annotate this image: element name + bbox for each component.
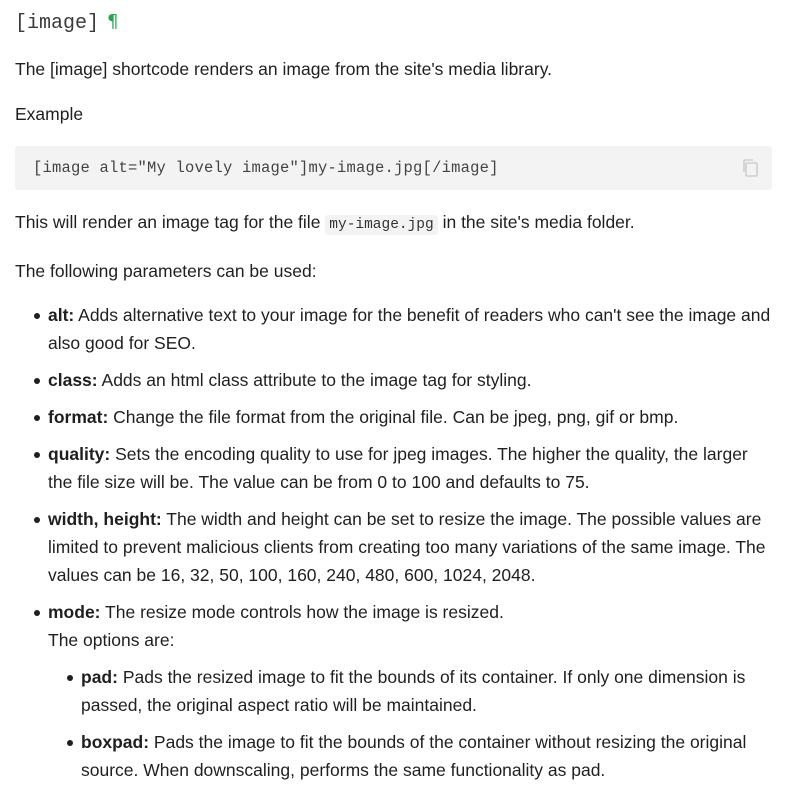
render-note-before: This will render an image tag for the file <box>15 212 326 232</box>
mode-name: boxpad: <box>81 732 150 752</box>
param-description: Adds an html class attribute to the image tag for styling. <box>97 370 532 390</box>
mode-options-list <box>48 663 772 784</box>
params-intro: The following parameters can be used: <box>15 261 317 281</box>
section-heading <box>15 0 772 40</box>
mode-name: pad: <box>81 667 118 687</box>
parameter-list <box>15 301 772 784</box>
param-name: width, height: <box>48 509 162 529</box>
param-width-height <box>48 505 772 589</box>
param-description: Adds alternative text to your image for the benefit of readers who can't see the image and also good for SEO. <box>48 305 771 353</box>
param-description: The resize mode controls how the image is resized. <box>100 602 504 622</box>
mode-pad <box>81 663 772 719</box>
code-example-text: [image alt="My lovely image"]my-image.jpg[/image] <box>33 159 499 177</box>
permalink-anchor-icon[interactable]: ¶ <box>107 11 119 32</box>
param-description: Change the file format from the original file. Can be jpeg, png, gif or bmp. <box>108 407 679 427</box>
param-quality <box>48 440 772 496</box>
param-format <box>48 403 772 431</box>
mode-description: Pads the image to fit the bounds of the container without resizing the original source. When downscaling, performs the same functionality as pad. <box>81 732 747 780</box>
param-name: quality: <box>48 444 111 464</box>
mode-options-label: The options are: <box>48 630 175 650</box>
render-note-paragraph <box>15 208 772 239</box>
example-label: Example <box>15 104 84 124</box>
mode-description: Pads the resized image to fit the bounds of its container. If only one dimension is passed, the original aspect ratio will be maintained. <box>81 667 746 715</box>
param-description: The width and height can be set to resize the image. The possible values are limited to prevent malicious clients from creating too many variations of the same image. The values can be 16, 32, 50, 100, 160, 240, 480, 600, 1024, 2048. <box>48 509 766 585</box>
copy-icon[interactable] <box>741 158 759 178</box>
mode-boxpad <box>81 728 772 784</box>
heading-title: [image] <box>15 12 100 35</box>
code-example-block <box>15 146 772 190</box>
render-note-after: in the site's media folder. <box>437 212 635 232</box>
param-name: class: <box>48 370 98 390</box>
param-name: format: <box>48 407 109 427</box>
intro-paragraph: The [image] shortcode renders an image from the site's media library. <box>15 59 553 79</box>
param-name: mode: <box>48 602 101 622</box>
param-alt <box>48 301 772 357</box>
param-name: alt: <box>48 305 75 325</box>
param-description: Sets the encoding quality to use for jpeg images. The higher the quality, the larger the file size will be. The value can be from 0 to 100 and defaults to 75. <box>48 444 748 492</box>
param-mode <box>48 598 772 784</box>
param-class <box>48 366 772 394</box>
inline-code-filename: my-image.jpg <box>325 215 437 235</box>
